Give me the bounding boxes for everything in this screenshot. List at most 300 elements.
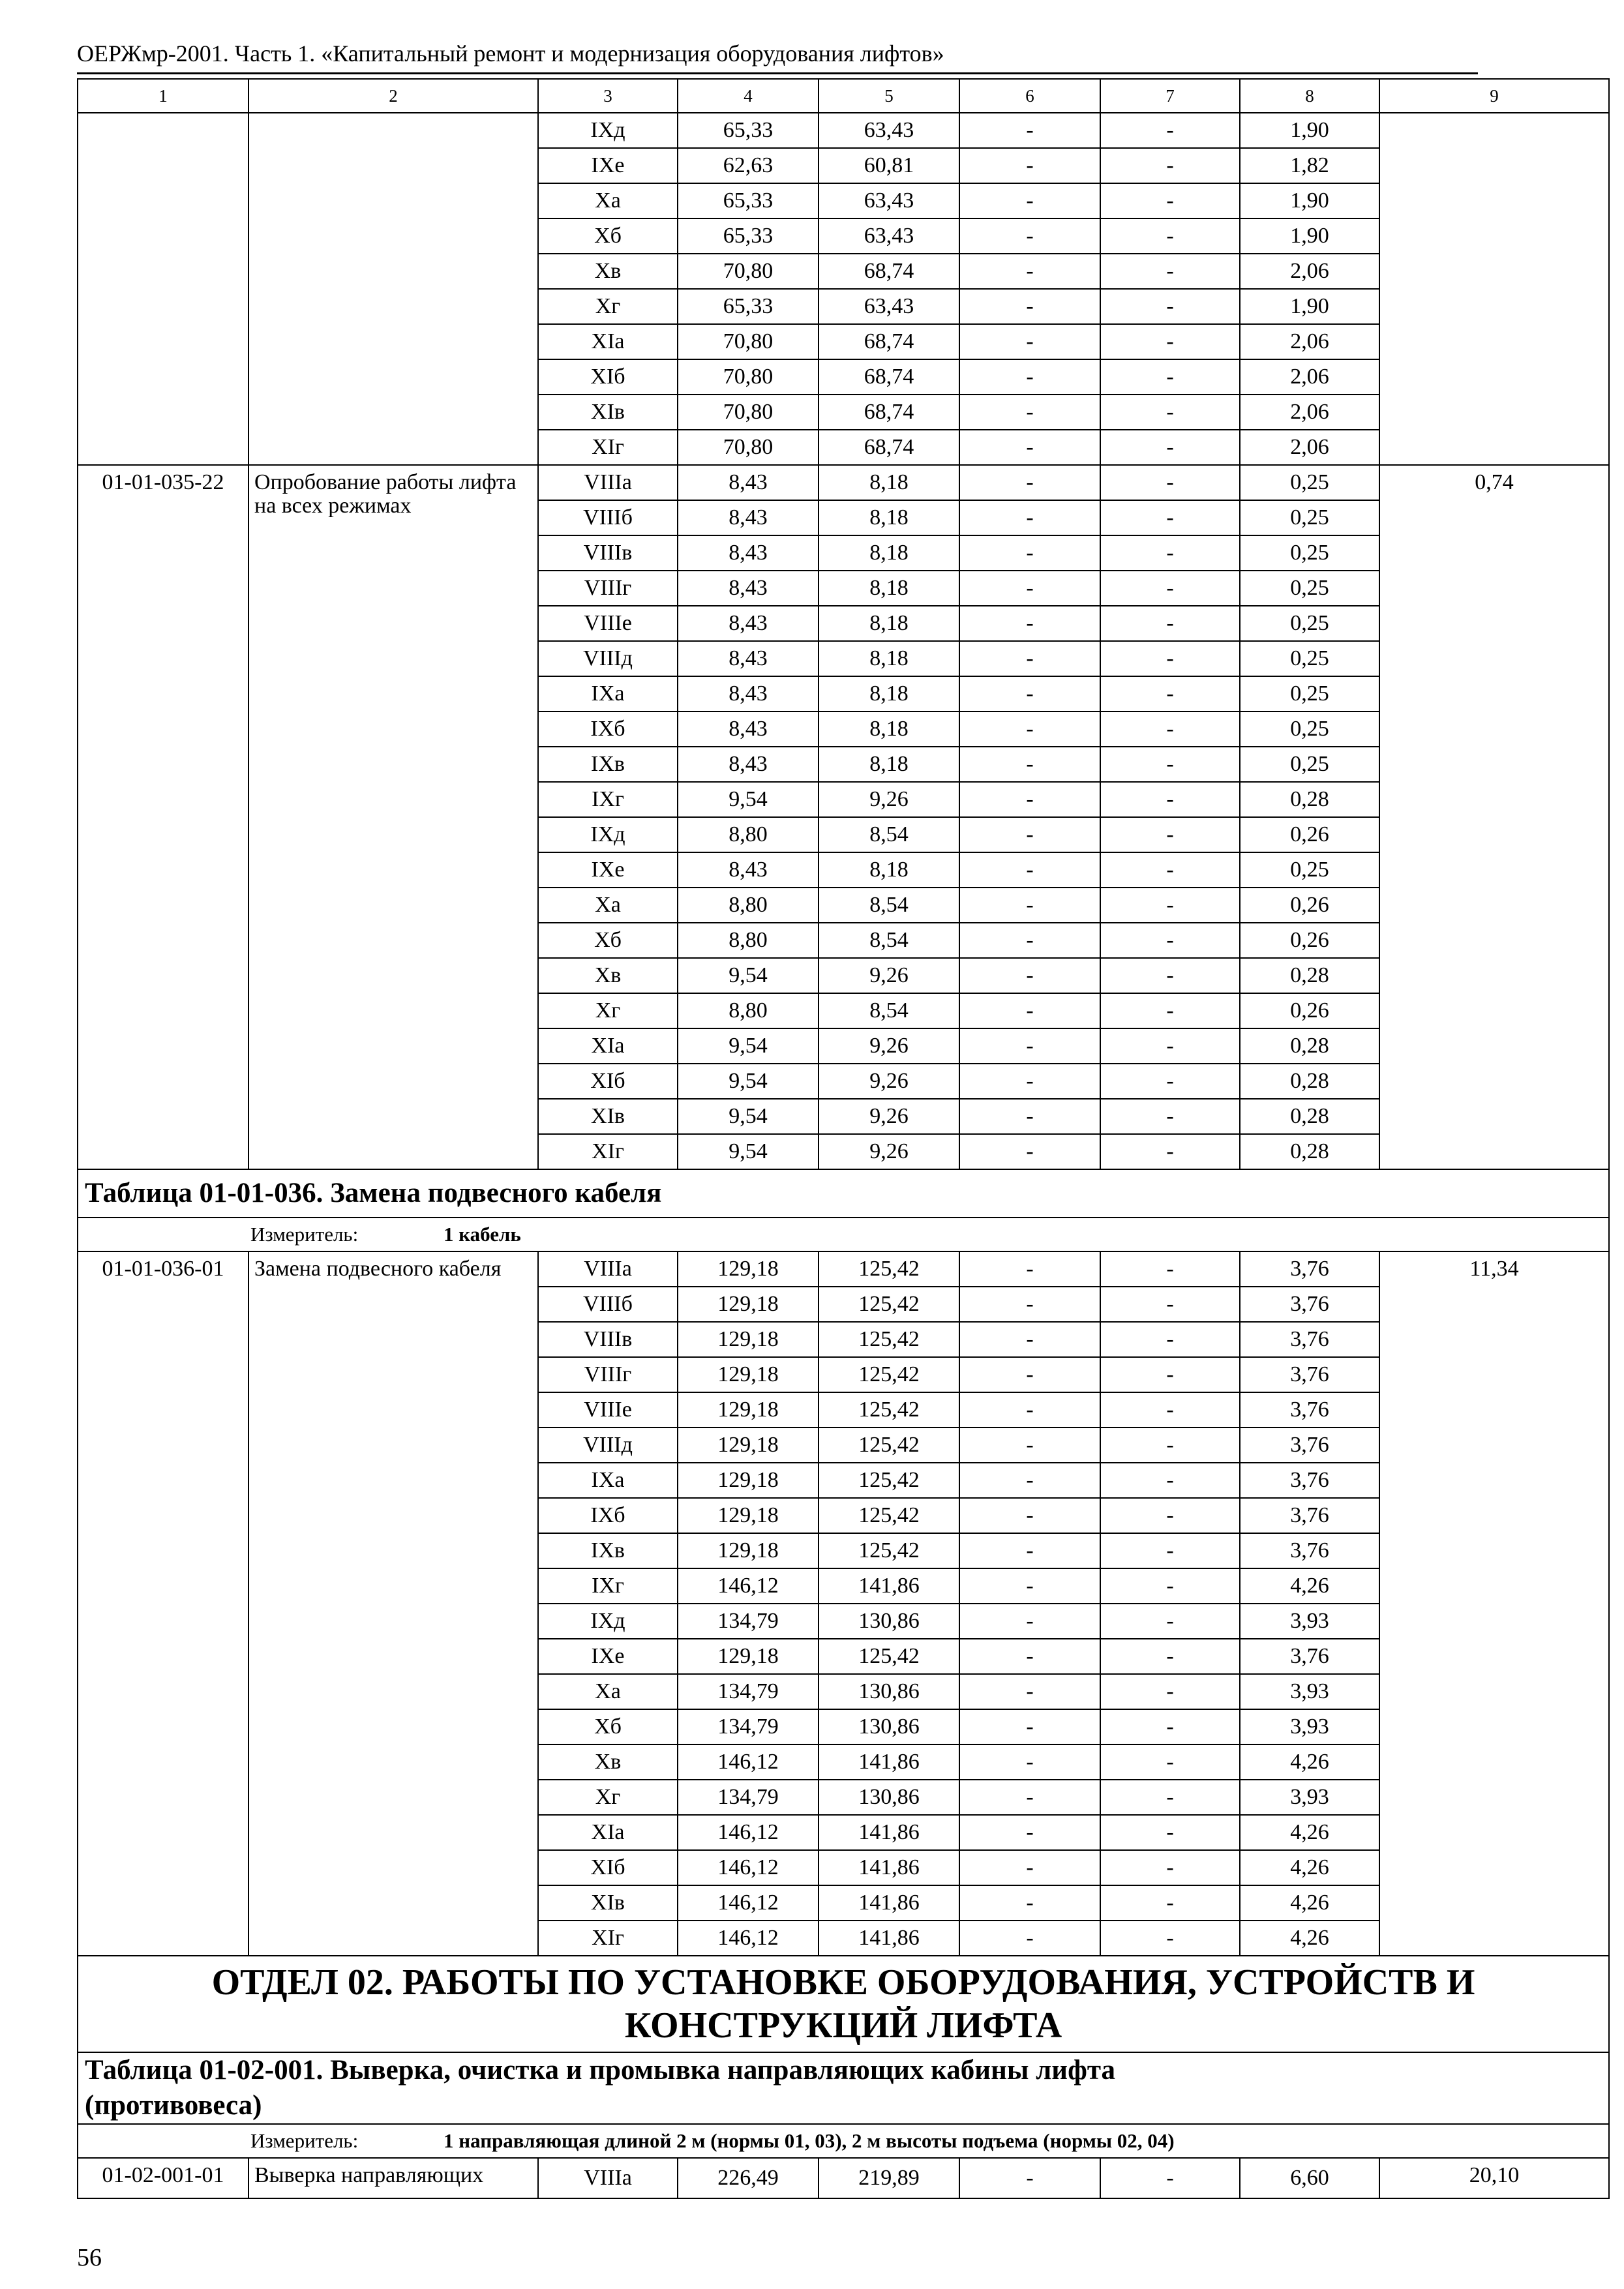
machines-cell: - <box>959 1251 1100 1287</box>
wages-cell: 125,42 <box>819 1357 959 1392</box>
wages-cell: 8,18 <box>819 641 959 676</box>
zone-cell: VIIIд <box>538 1428 678 1463</box>
zone-cell: XIг <box>538 430 678 465</box>
wages-cell: 125,42 <box>819 1392 959 1428</box>
zone-cell: Xг <box>538 289 678 324</box>
wages-cell: 141,86 <box>819 1885 959 1921</box>
zone-cell: Xа <box>538 183 678 218</box>
section-title-line: ОТДЕЛ 02. РАБОТЫ ПО УСТАНОВКЕ ОБОРУДОВАНИЯ, УСТРОЙСТВ И <box>211 1962 1475 2003</box>
zone-cell: XIа <box>538 1028 678 1064</box>
direct-cost-cell: 8,43 <box>678 465 819 500</box>
column-number: 1 <box>78 79 248 113</box>
zone-cell: XIв <box>538 1099 678 1134</box>
machinist-wages-cell: - <box>1100 993 1240 1028</box>
total-cell <box>1379 113 1609 465</box>
machinist-wages-cell: - <box>1100 254 1240 289</box>
wages-cell: 125,42 <box>819 1463 959 1498</box>
column-number: 7 <box>1100 79 1240 113</box>
wages-cell: 141,86 <box>819 1921 959 1956</box>
machinist-wages-cell: - <box>1100 1780 1240 1815</box>
machines-cell: - <box>959 430 1100 465</box>
zone-cell: IXе <box>538 852 678 888</box>
direct-cost-cell: 9,54 <box>678 958 819 993</box>
materials-cell: 0,25 <box>1240 465 1379 500</box>
direct-cost-cell: 146,12 <box>678 1815 819 1850</box>
machinist-wages-cell: - <box>1100 2158 1240 2198</box>
direct-cost-cell: 146,12 <box>678 1744 819 1780</box>
zone-cell: Xб <box>538 923 678 958</box>
work-name-cell: Выверка направляющих <box>248 2158 538 2198</box>
direct-cost-cell: 9,54 <box>678 1028 819 1064</box>
materials-cell: 2,06 <box>1240 359 1379 395</box>
zone-cell: XIв <box>538 1885 678 1921</box>
machines-cell: - <box>959 888 1100 923</box>
unit-cell <box>78 1218 1609 1251</box>
machinist-wages-cell: - <box>1100 1463 1240 1498</box>
wages-cell: 125,42 <box>819 1639 959 1674</box>
direct-cost-cell: 129,18 <box>678 1463 819 1498</box>
machinist-wages-cell: - <box>1100 1568 1240 1604</box>
wages-cell: 141,86 <box>819 1744 959 1780</box>
direct-cost-cell: 8,43 <box>678 535 819 571</box>
materials-cell: 1,82 <box>1240 148 1379 183</box>
machines-cell: - <box>959 1064 1100 1099</box>
machinist-wages-cell: - <box>1100 782 1240 817</box>
direct-cost-cell: 8,43 <box>678 641 819 676</box>
wages-cell: 125,42 <box>819 1322 959 1357</box>
direct-cost-cell: 129,18 <box>678 1639 819 1674</box>
machines-cell: - <box>959 1744 1100 1780</box>
direct-cost-cell: 8,43 <box>678 711 819 747</box>
norm-code-cell <box>78 113 248 465</box>
column-number: 9 <box>1379 79 1609 113</box>
machinist-wages-cell: - <box>1100 359 1240 395</box>
direct-cost-cell: 129,18 <box>678 1251 819 1287</box>
materials-cell: 3,93 <box>1240 1604 1379 1639</box>
machines-cell: - <box>959 1287 1100 1322</box>
materials-cell: 4,26 <box>1240 1921 1379 1956</box>
machines-cell: - <box>959 676 1100 711</box>
zone-cell: IXе <box>538 1639 678 1674</box>
wages-cell: 125,42 <box>819 1287 959 1322</box>
machines-cell: - <box>959 465 1100 500</box>
wages-cell: 125,42 <box>819 1498 959 1533</box>
machines-cell: - <box>959 1028 1100 1064</box>
section-title <box>78 1956 1609 2052</box>
machines-cell: - <box>959 395 1100 430</box>
unit-value: 1 кабель <box>444 1223 521 1246</box>
materials-cell: 0,26 <box>1240 993 1379 1028</box>
wages-cell: 125,42 <box>819 1533 959 1568</box>
materials-cell: 4,26 <box>1240 1815 1379 1850</box>
norm-code-cell: 01-02-001-01 <box>78 2158 248 2198</box>
work-name-cell <box>248 113 538 465</box>
zone-cell: Xб <box>538 218 678 254</box>
total-cell: 0,74 <box>1379 465 1609 1169</box>
machines-cell: - <box>959 289 1100 324</box>
direct-cost-cell: 8,43 <box>678 852 819 888</box>
column-number: 2 <box>248 79 538 113</box>
machinist-wages-cell: - <box>1100 183 1240 218</box>
machines-cell: - <box>959 923 1100 958</box>
zone-cell: XIа <box>538 1815 678 1850</box>
machines-cell: - <box>959 1134 1100 1169</box>
wages-cell: 8,18 <box>819 747 959 782</box>
machines-cell: - <box>959 1921 1100 1956</box>
materials-cell: 2,06 <box>1240 324 1379 359</box>
wages-cell: 9,26 <box>819 1028 959 1064</box>
machinist-wages-cell: - <box>1100 113 1240 148</box>
machines-cell: - <box>959 183 1100 218</box>
zone-cell: IXа <box>538 676 678 711</box>
machines-cell: - <box>959 359 1100 395</box>
direct-cost-cell: 134,79 <box>678 1709 819 1744</box>
direct-cost-cell: 8,43 <box>678 676 819 711</box>
materials-cell: 2,06 <box>1240 430 1379 465</box>
machinist-wages-cell: - <box>1100 218 1240 254</box>
wages-cell: 130,86 <box>819 1604 959 1639</box>
wages-cell: 8,18 <box>819 465 959 500</box>
zone-cell: Xг <box>538 1780 678 1815</box>
column-number: 8 <box>1240 79 1379 113</box>
machinist-wages-cell: - <box>1100 395 1240 430</box>
zone-cell: VIIIа <box>538 2158 678 2198</box>
materials-cell: 2,06 <box>1240 395 1379 430</box>
machinist-wages-cell: - <box>1100 1357 1240 1392</box>
norm-code-cell: 01-01-035-22 <box>78 465 248 1169</box>
machines-cell: - <box>959 1674 1100 1709</box>
direct-cost-cell: 129,18 <box>678 1392 819 1428</box>
wages-cell: 9,26 <box>819 1064 959 1099</box>
direct-cost-cell: 70,80 <box>678 395 819 430</box>
wages-cell: 141,86 <box>819 1568 959 1604</box>
materials-cell: 0,25 <box>1240 571 1379 606</box>
zone-cell: VIIIг <box>538 571 678 606</box>
machines-cell: - <box>959 148 1100 183</box>
direct-cost-cell: 134,79 <box>678 1674 819 1709</box>
zone-cell: VIIIб <box>538 1287 678 1322</box>
wages-cell: 68,74 <box>819 430 959 465</box>
machinist-wages-cell: - <box>1100 747 1240 782</box>
machinist-wages-cell: - <box>1100 1885 1240 1921</box>
materials-cell: 4,26 <box>1240 1744 1379 1780</box>
machinist-wages-cell: - <box>1100 676 1240 711</box>
wages-cell: 60,81 <box>819 148 959 183</box>
column-number: 3 <box>538 79 678 113</box>
header-rule <box>77 72 1478 74</box>
wages-cell: 9,26 <box>819 1134 959 1169</box>
zone-cell: Xв <box>538 254 678 289</box>
wages-cell: 8,18 <box>819 852 959 888</box>
zone-cell: XIв <box>538 395 678 430</box>
norm-code-cell: 01-01-036-01 <box>78 1251 248 1956</box>
zone-cell: IXд <box>538 113 678 148</box>
materials-cell: 0,25 <box>1240 676 1379 711</box>
wages-cell: 63,43 <box>819 289 959 324</box>
machinist-wages-cell: - <box>1100 1850 1240 1885</box>
machinist-wages-cell: - <box>1100 923 1240 958</box>
total-cell: 11,34 <box>1379 1251 1609 1956</box>
materials-cell: 4,26 <box>1240 1850 1379 1885</box>
direct-cost-cell: 8,43 <box>678 606 819 641</box>
machinist-wages-cell: - <box>1100 1322 1240 1357</box>
zone-cell: VIIIе <box>538 1392 678 1428</box>
machinist-wages-cell: - <box>1100 1533 1240 1568</box>
machines-cell: - <box>959 1568 1100 1604</box>
materials-cell: 1,90 <box>1240 183 1379 218</box>
zone-cell: IXб <box>538 1498 678 1533</box>
direct-cost-cell: 8,43 <box>678 571 819 606</box>
materials-cell: 3,76 <box>1240 1533 1379 1568</box>
machines-cell: - <box>959 535 1100 571</box>
table-title-row <box>78 1169 1609 1218</box>
materials-cell: 0,28 <box>1240 958 1379 993</box>
direct-cost-cell: 129,18 <box>678 1428 819 1463</box>
zone-cell: VIIIв <box>538 535 678 571</box>
zone-cell: VIIIг <box>538 1357 678 1392</box>
zone-cell: VIIIа <box>538 1251 678 1287</box>
wages-cell: 9,26 <box>819 782 959 817</box>
direct-cost-cell: 129,18 <box>678 1322 819 1357</box>
wages-cell: 8,54 <box>819 817 959 852</box>
direct-cost-cell: 9,54 <box>678 782 819 817</box>
wages-cell: 8,54 <box>819 888 959 923</box>
machinist-wages-cell: - <box>1100 535 1240 571</box>
wages-cell: 141,86 <box>819 1850 959 1885</box>
page-number: 56 <box>77 2244 102 2271</box>
wages-cell: 8,18 <box>819 535 959 571</box>
direct-cost-cell: 8,43 <box>678 747 819 782</box>
materials-cell: 0,28 <box>1240 1099 1379 1134</box>
materials-cell: 3,76 <box>1240 1498 1379 1533</box>
direct-cost-cell: 9,54 <box>678 1064 819 1099</box>
machines-cell: - <box>959 852 1100 888</box>
materials-cell: 0,25 <box>1240 535 1379 571</box>
direct-cost-cell: 146,12 <box>678 1850 819 1885</box>
zone-cell: Xв <box>538 958 678 993</box>
unit-label: Измеритель: <box>250 1223 359 1246</box>
materials-cell: 0,28 <box>1240 1028 1379 1064</box>
machines-cell: - <box>959 1392 1100 1428</box>
machinist-wages-cell: - <box>1100 1428 1240 1463</box>
machines-cell: - <box>959 218 1100 254</box>
direct-cost-cell: 129,18 <box>678 1357 819 1392</box>
column-number: 4 <box>678 79 819 113</box>
work-name-cell: Замена подвесного кабеля <box>248 1251 538 1956</box>
machinist-wages-cell: - <box>1100 1744 1240 1780</box>
machinist-wages-cell: - <box>1100 148 1240 183</box>
table-row <box>78 2158 1609 2198</box>
machines-cell: - <box>959 1604 1100 1639</box>
direct-cost-cell: 9,54 <box>678 1099 819 1134</box>
materials-cell: 3,76 <box>1240 1428 1379 1463</box>
direct-cost-cell: 134,79 <box>678 1604 819 1639</box>
zone-cell: XIг <box>538 1134 678 1169</box>
materials-cell: 3,76 <box>1240 1357 1379 1392</box>
materials-cell: 3,93 <box>1240 1780 1379 1815</box>
direct-cost-cell: 65,33 <box>678 289 819 324</box>
machines-cell: - <box>959 958 1100 993</box>
materials-cell: 0,28 <box>1240 782 1379 817</box>
machinist-wages-cell: - <box>1100 289 1240 324</box>
direct-cost-cell: 70,80 <box>678 430 819 465</box>
machinist-wages-cell: - <box>1100 1709 1240 1744</box>
direct-cost-cell: 62,63 <box>678 148 819 183</box>
materials-cell: 0,26 <box>1240 888 1379 923</box>
direct-cost-cell: 65,33 <box>678 183 819 218</box>
machines-cell: - <box>959 782 1100 817</box>
zone-cell: XIб <box>538 1064 678 1099</box>
zone-cell: IXа <box>538 1463 678 1498</box>
zone-cell: IXд <box>538 1604 678 1639</box>
section-title-line: КОНСТРУКЦИЙ ЛИФТА <box>624 2005 1062 2046</box>
materials-cell: 0,25 <box>1240 641 1379 676</box>
machines-cell: - <box>959 1709 1100 1744</box>
wages-cell: 141,86 <box>819 1815 959 1850</box>
machinist-wages-cell: - <box>1100 1251 1240 1287</box>
wages-cell: 125,42 <box>819 1251 959 1287</box>
unit-cell <box>78 2124 1609 2158</box>
direct-cost-cell: 129,18 <box>678 1498 819 1533</box>
wages-cell: 130,86 <box>819 1780 959 1815</box>
direct-cost-cell: 70,80 <box>678 254 819 289</box>
unit-value: 1 направляющая длиной 2 м (нормы 01, 03), 2 м высоты подъема (нормы 02, 04) <box>444 2129 1175 2152</box>
machines-cell: - <box>959 1815 1100 1850</box>
table-title-row <box>78 2052 1609 2124</box>
materials-cell: 1,90 <box>1240 218 1379 254</box>
machinist-wages-cell: - <box>1100 1134 1240 1169</box>
zone-cell: Xа <box>538 888 678 923</box>
direct-cost-cell: 129,18 <box>678 1287 819 1322</box>
machines-cell: - <box>959 993 1100 1028</box>
machines-cell: - <box>959 606 1100 641</box>
zone-cell: XIб <box>538 359 678 395</box>
machines-cell: - <box>959 1850 1100 1885</box>
unit-row <box>78 2124 1609 2158</box>
machinist-wages-cell: - <box>1100 1498 1240 1533</box>
zone-cell: IXе <box>538 148 678 183</box>
machines-cell: - <box>959 254 1100 289</box>
running-header: ОЕРЖмр-2001. Часть 1. «Капитальный ремонт и модернизация оборудования лифтов» <box>77 40 944 67</box>
zone-cell: VIIIа <box>538 465 678 500</box>
direct-cost-cell: 8,80 <box>678 817 819 852</box>
wages-cell: 130,86 <box>819 1674 959 1709</box>
machinist-wages-cell: - <box>1100 465 1240 500</box>
direct-cost-cell: 146,12 <box>678 1885 819 1921</box>
materials-cell: 0,28 <box>1240 1064 1379 1099</box>
zone-cell: Xа <box>538 1674 678 1709</box>
direct-cost-cell: 70,80 <box>678 359 819 395</box>
table-row <box>78 465 1609 500</box>
machines-cell: - <box>959 1322 1100 1357</box>
wages-cell: 9,26 <box>819 1099 959 1134</box>
direct-cost-cell: 65,33 <box>678 218 819 254</box>
wages-cell: 63,43 <box>819 183 959 218</box>
materials-cell: 4,26 <box>1240 1885 1379 1921</box>
machinist-wages-cell: - <box>1100 1639 1240 1674</box>
direct-cost-cell: 8,80 <box>678 888 819 923</box>
machines-cell: - <box>959 1099 1100 1134</box>
zone-cell: IXг <box>538 1568 678 1604</box>
direct-cost-cell: 146,12 <box>678 1921 819 1956</box>
materials-cell: 6,60 <box>1240 2158 1379 2198</box>
zone-cell: XIг <box>538 1921 678 1956</box>
column-numbers-row <box>78 79 1609 113</box>
machines-cell: - <box>959 817 1100 852</box>
direct-cost-cell: 134,79 <box>678 1780 819 1815</box>
materials-cell: 3,76 <box>1240 1251 1379 1287</box>
machinist-wages-cell: - <box>1100 1392 1240 1428</box>
machinist-wages-cell: - <box>1100 500 1240 535</box>
wages-cell: 68,74 <box>819 359 959 395</box>
zone-cell: IXв <box>538 747 678 782</box>
machinist-wages-cell: - <box>1100 958 1240 993</box>
wages-cell: 8,18 <box>819 676 959 711</box>
zone-cell: VIIIд <box>538 641 678 676</box>
wages-cell: 68,74 <box>819 254 959 289</box>
zone-cell: IXг <box>538 782 678 817</box>
machinist-wages-cell: - <box>1100 1287 1240 1322</box>
wages-cell: 63,43 <box>819 113 959 148</box>
direct-cost-cell: 129,18 <box>678 1533 819 1568</box>
materials-cell: 3,76 <box>1240 1639 1379 1674</box>
direct-cost-cell: 9,54 <box>678 1134 819 1169</box>
machinist-wages-cell: - <box>1100 324 1240 359</box>
machines-cell: - <box>959 324 1100 359</box>
materials-cell: 3,93 <box>1240 1674 1379 1709</box>
total-cell: 20,10 <box>1379 2158 1609 2198</box>
materials-cell: 0,25 <box>1240 747 1379 782</box>
machinist-wages-cell: - <box>1100 1815 1240 1850</box>
zone-cell: VIIIв <box>538 1322 678 1357</box>
machinist-wages-cell: - <box>1100 1028 1240 1064</box>
zone-cell: IXб <box>538 711 678 747</box>
direct-cost-cell: 8,43 <box>678 500 819 535</box>
materials-cell: 3,93 <box>1240 1709 1379 1744</box>
wages-cell: 9,26 <box>819 958 959 993</box>
machinist-wages-cell: - <box>1100 852 1240 888</box>
unit-label: Измеритель: <box>250 2129 359 2152</box>
machinist-wages-cell: - <box>1100 888 1240 923</box>
column-number: 5 <box>819 79 959 113</box>
direct-cost-cell: 70,80 <box>678 324 819 359</box>
zone-cell: Xв <box>538 1744 678 1780</box>
wages-cell: 63,43 <box>819 218 959 254</box>
machinist-wages-cell: - <box>1100 606 1240 641</box>
zone-cell: Xг <box>538 993 678 1028</box>
wages-cell: 8,18 <box>819 500 959 535</box>
machinist-wages-cell: - <box>1100 571 1240 606</box>
machines-cell: - <box>959 2158 1100 2198</box>
zone-cell: Xб <box>538 1709 678 1744</box>
norms-table <box>77 78 1610 2199</box>
materials-cell: 0,26 <box>1240 817 1379 852</box>
table-title <box>78 2052 1609 2124</box>
materials-cell: 0,25 <box>1240 500 1379 535</box>
machinist-wages-cell: - <box>1100 817 1240 852</box>
direct-cost-cell: 146,12 <box>678 1568 819 1604</box>
machinist-wages-cell: - <box>1100 1604 1240 1639</box>
materials-cell: 4,26 <box>1240 1568 1379 1604</box>
machines-cell: - <box>959 641 1100 676</box>
materials-cell: 3,76 <box>1240 1463 1379 1498</box>
machines-cell: - <box>959 1428 1100 1463</box>
materials-cell: 0,28 <box>1240 1134 1379 1169</box>
zone-cell: IXд <box>538 817 678 852</box>
materials-cell: 1,90 <box>1240 113 1379 148</box>
machinist-wages-cell: - <box>1100 1064 1240 1099</box>
machinist-wages-cell: - <box>1100 430 1240 465</box>
